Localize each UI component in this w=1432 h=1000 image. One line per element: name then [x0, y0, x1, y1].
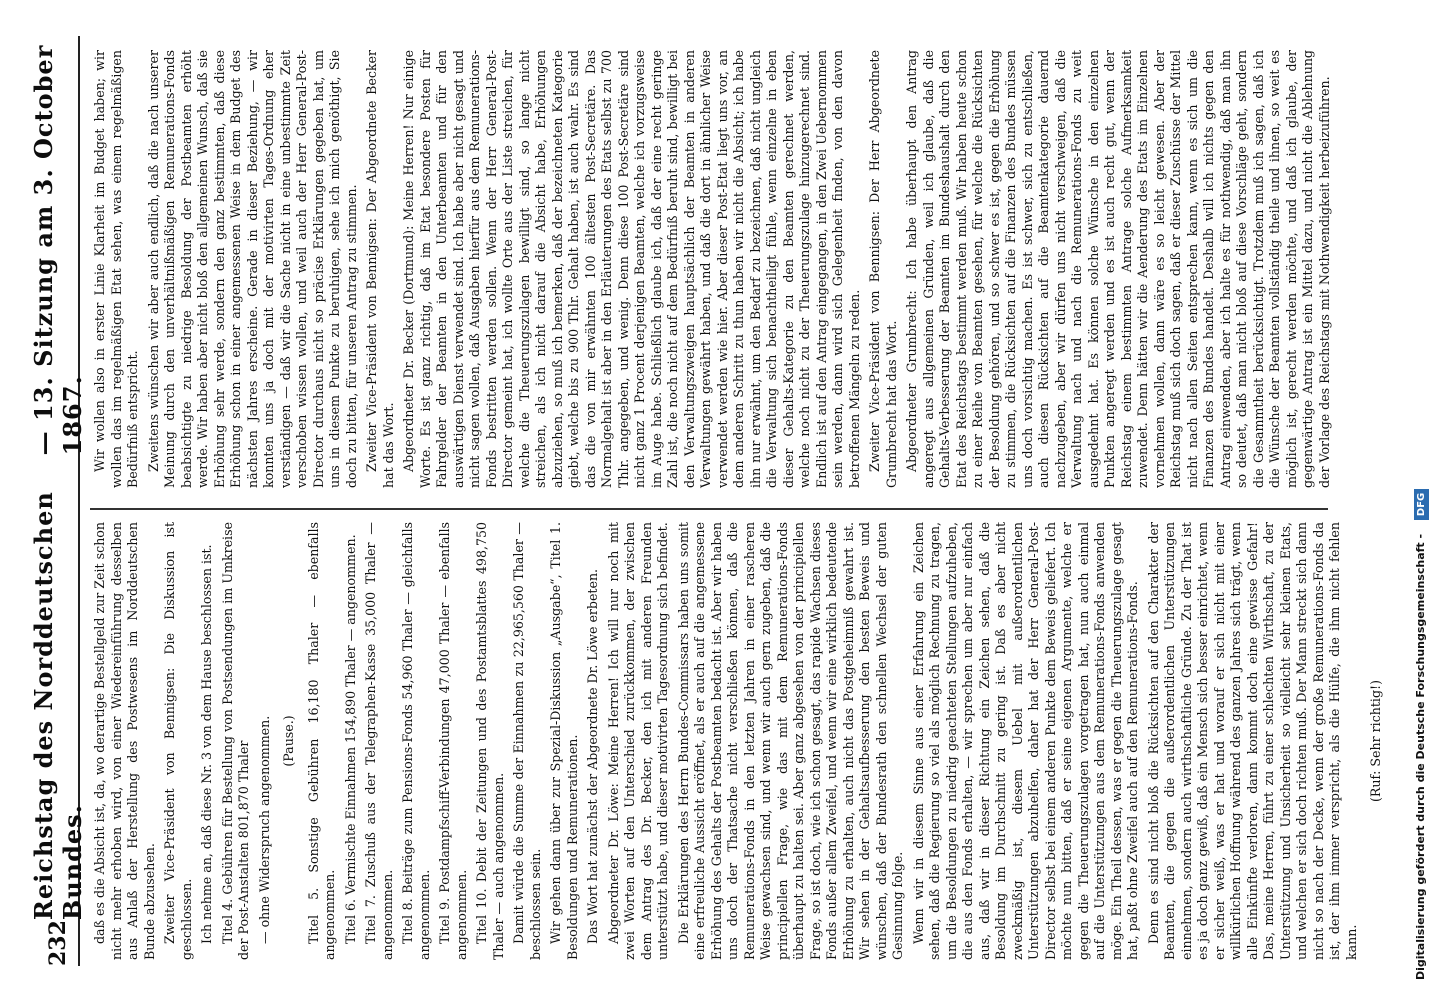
paragraph: Abgeordneter Grumbrecht: Ich habe überhaupt den Antrag angeregt aus allgemeinen Gründen, weil ich glaube, daß die Gehalts-Verbesserung der Beamten im Bundeshaushalt durch den Etat des Reichstags bestimmt werden muß. Wir haben heute schon zu einer Reihe von Beamten gesehen, für welche die Rücksichten der Besoldung gehören, und so schwer es ist, gegen die Erhöhung zu stimmen, die Rücksichten auf die Finanzen des Bundes müssen uns doch vorsichtig machen. Es ist schwer, sich zu entschließen, auch diesen Rücksichten auf die Beamtenkategorie dauernd nachzugeben, aber wir dürfen uns nicht verschweigen, daß die Verwaltung nach und nach die Remunerations-Fonds zu weit ausgedehnt hat. Es können solche Wünsche in den einzelnen Punkten angeregt werden und es ist auch recht gut, wenn der Reichstag einem bestimmten Antrage solche Aufmerksamkeit zuwendet. Denn hätten wir die Aenderung des Etats im Einzelnen vornehmen wollen, dann wäre es so leicht gewesen. Aber der Reichstag muß sich doch sagen, daß er dieser Zuschüsse der Mittel nicht nach allen Seiten entsprechen kann, wenn es sich um die Finanzen des Bundes handelt. Deshalb will ich nichts gegen den Antrag einwenden, aber ich halte es für nothwendig, daß man ihn so deutet, daß man nicht bloß auf diese Vorschläge geht, sondern die Gesammtheit berücksichtigt. Trotzdem muß ich sagen, daß ich die Wünsche der Beamten vollständig theile und ihnen, so weit es möglich ist, gerecht werden möchte, und daß ich glaube, der gegenwärtige Antrag ist ein Mittel dazu, und nicht die Ablehnung der Vorlage des Reichstags mit Nothwendigkeit herbeizuführen. [904, 50, 1332, 488]
paragraph: Zweiter Vice-Präsident von Bennigsen: Der Herr Abgeordnete Grumbrecht hat das Wort. [867, 50, 899, 488]
paragraph: (Ruf: Sehr richtig!) [1368, 680, 1383, 802]
paragraph: Ich nehme an, daß diese Nr. 3 von dem Hause beschlossen ist. [199, 544, 214, 944]
paragraph: Wir gehen dann über zur Spezial-Diskussion „Ausgabe“, Titel 1. Besoldungen und Remunerationen. [548, 522, 580, 960]
paragraph: Die Erklärungen des Herrn Bundes-Commissars haben uns somit eine erfreuliche Aussicht eröffnet, als er auch auf die angemessene Erhöhung des Gehalts der Postbeamten bedacht ist. Aber wir haben uns doch der Thatsache nicht verschließen können, daß die Remunerations-Fonds in den letzten Jahren in einer rascheren Weise gewachsen sind, und wenn wir auch gern zugeben, daß die principiellen Frage, wie das mit dem Remunerations-Fonds überhaupt zu halten sei. Aber ganz abgesehen von der principiellen Frage, so ist doch, wie ich schon gesagt, das rapide Wachsen dieses Fonds außer allem Zweifel, und wenn wir eine wirklich bedeutende Erhöhung zu erhalten, auch nicht das Postgeheimniß gewahrt ist. Wir sehen in der Gehaltsaufbesserung den besten Beweis und wünschen, daß der Bundesrath den schnellen Wechsel der guten Gesinnung folge. [675, 522, 905, 960]
page-header [29, 36, 87, 966]
paragraph: Titel 7. Zuschuß aus der Telegraphen-Kasse 35,000 Thaler — angenommen. [363, 522, 395, 960]
paragraph: Wir wollen also in erster Linie Klarheit im Budget haben; wir wollen das im regelmäßigen Etat sehen, was einem regelmäßigen Bedürfniß entspricht. [92, 50, 140, 488]
dfg-credit-line [1414, 0, 1429, 980]
paragraph: Wenn wir in diesem Sinne aus einer Erfahrung ein Zeichen sehen, daß die Regierung so viel als möglich Rechnung zu tragen, um die Besoldungen zu niedrig geachteten Stellungen aufzuheben, die aus den Fonds erhalten, — wir sprechen um aber nur einfach aus, daß wir in dieser Richtung ein Zeichen sehen, daß die Besoldung im Durchschnitt zu gering ist. Daß es aber nicht zweckmäßig ist, diesem Uebel mit außerordentlichen Unterstützungen abzuhelfen, daher hat der Herr General-Post-Director selbst bei einem anderen Punkte dem Beweis geliefert. Ich möchte nun bitten, daß er seine eigenen Argumente, welche er gegen die Theuerungszulagen vorgetragen hat, nun auch einmal auf die Unterstützungen aus dem Remunerations-Fonds anwenden möge. Ein Theil dessen, was er gegen die Theuerungszulage gesagt hat, paßt ohne Zweifel auch auf den Remunerations-Fonds. [910, 522, 1140, 960]
paragraph: daß es die Absicht ist, da, wo derartige Bestellgeld zur Zeit schon nicht mehr erhoben wird, von einer Wiedereinführung desselben aus Anlaß der Herstellung des Postwesens im Norddeutschen Bunde abzusehen. [92, 522, 157, 960]
paragraph: (Pause.) [281, 715, 296, 767]
dfg-credit-sidebar [1392, 0, 1432, 1000]
paragraph: Titel 8. Beiträge zum Pensions-Fonds 54,960 Thaler — gleichfalls angenommen. [400, 522, 432, 960]
paragraph: Das Wort hat zunächst der Abgeordnete Dr. Löwe erbeten. [585, 568, 600, 944]
paragraph: — ohne Widerspruch angenommen. [256, 715, 272, 944]
paragraph: Titel 4. Gebühren für Bestellung von Postsendungen im Umkreise der Post-Anstalten 801,870 Thaler [219, 522, 251, 960]
dfg-credit-text: Digitalisierung gefördert durch die Deutsche Forschungsgemeinschaft - [1414, 533, 1427, 980]
paragraph: Titel 6. Vermischte Einnahmen 154,890 Thaler — angenommen. [342, 534, 358, 944]
paragraph: Denn es sind nicht bloß die Rücksichten auf den Charakter der Beamten, die gegen die außerordentlichen Unterstützungen einnehmen, sondern auch wirthschaftliche Gründe. Zu der That ist es ja doch ganz gewiß, daß ein Mensch sich besser einrichtet, wenn er sicher weiß, was er hat und worauf er sich nicht mit einer willkürlichen Hoffnung während des ganzen Jahres sich trägt, wenn alle Einkünfte verloren, dann kommt doch eine gewisse Gefahr! Das, meine Herren, führt zu einer schlechten Wirthschaft, zu der Unterstützung und Unsicherheit so vielleicht sehr kleinen Etats, und welchen er sich doch richten muß. Der Mann streckt sich dann nicht so nach der Decke, wenn der große Remunerations-Fonds da ist, der ihm immer verspricht, als die Hülfe, die ihm nicht fehlen kann. [1145, 522, 1359, 960]
column-divider [90, 508, 1328, 510]
text-column-left [92, 522, 1393, 960]
paragraph: Zweiter Vice-Präsident von Bennigsen: Die Diskussion ist geschlossen. [162, 522, 194, 960]
paragraph: Abgeordneter Dr. Becker (Dortmund): Meine Herren! Nur einige Worte. Es ist ganz richtig, daß im Etat besondere Posten für Fahrgelder der Beamten in den Unterbeamten und für den auswärtigen Dienst verwendet sind. Ich habe aber nicht gesagt und nicht sagen wollen, daß Ausgaben hierfür aus dem Remunerations-Fonds bestritten werden sollen. Wenn der Herr General-Post-Director gemeint hat, ich wollte Orte aus der Liste streichen, für welche die Theuerungszulagen bewilligt sind, so lange nicht streichen, als ich nicht darauf die Absicht habe, Erhöhungen abzuziehen, so muß ich bemerken, daß der bezeichneten Kategorie giebt, welche bis zu 900 Thlr. Gehalt haben, ist auch wahr. Es sind das die von mir erwähnten 100 ältesten Post-Secretäre. Das Normalgehalt ist aber in den Erläuterungen des Etats selbst zu 700 Thlr. angegeben, und wenig. Denn diese 100 Post-Secretäre sind nicht ganz 1 Procent derjenigen Beamten, welche ich vorzugsweise im Auge habe. Schließlich glaube ich, daß der eine recht geringe Zahl ist, die noch nicht auf dem Bedürfniß beruht sind, bewilligt bei den Verwaltungszweigen hauptsächlich der Beamten in anderen Verwaltungen gewährt haben, und daß die dort in ähnlicher Weise verwendet werden wie hier. Aber dieser Post-Etat liegt uns vor, an dem anderen Schritt zu thun haben wir nicht die Absicht; ich habe ihn nur erwähnt, um den Bedarf zu bezeichnen, daß nicht ungleich die Verwaltung sich benachtheiligt fühle, wenn einzelne in eben dieser Gehalts-Kategorie zu den Beamten gerechnet werden, welche noch nicht zu der Theuerungszulage hinzugerechnet sind. Endlich ist auf den Antrag eingegangen, in den Zwei Uebernommen sein werden, dann wird sich Gelegenheit finden, von den davon betroffenen Mängeln zu reden. [401, 50, 862, 488]
paragraph: Zweitens wünschen wir aber auch endlich, daß die nach unserer Meinung durch den unverhältnißmäßigen Remunerations-Fonds beabsichtigte zu niedrige Besoldung der Postbeamten erhöht werde. Wir haben aber nicht bloß den allgemeinen Wunsch, daß sie Erhöhung sehr werde, sondern den ganz bestimmten, daß diese Erhöhung schon in einer angemessenen Weise in dem Budget des nächsten Jahres erscheine. Gerade in dieser Beziehung, — wir konnten uns ja doch mit der motivirten Tages-Ordnung eher verständigen — daß wir die Sache nicht in eine unbestimmte Zeit verschoben wissen wollen, und weil auch der Herr General-Post-Director durchaus nicht so präcise Erklärungen gegeben hat, um uns in diesem Punkte zu beruhigen, sehe ich mich genöthigt, Sie doch zu bitten, für unseren Antrag zu stimmen. [145, 50, 359, 488]
paragraph: Zweiter Vice-Präsident von Bennigsen: Der Abgeordnete Becker hat das Wort. [364, 50, 396, 488]
text-column-right [92, 50, 1337, 488]
running-title-left: Reichstag des Norddeutschen Bundes. [29, 491, 87, 921]
paragraph: Titel 10. Debit der Zeitungen und des Postamtsblattes 498,750 Thaler — auch angenommen. [474, 522, 506, 960]
paragraph: Titel 5. Sonstige Gebühren 16,180 Thaler — ebenfalls angenommen. [305, 522, 337, 960]
paragraph: Titel 9. Postdampfschiff-Verbindungen 47,000 Thaler — ebenfalls angenommen. [437, 522, 469, 960]
paragraph: Damit würde die Summe der Einnahmen zu 22,965,560 Thaler — beschlossen sein. [511, 522, 543, 960]
page-number: 232 [45, 920, 71, 966]
running-title-right: — 13. Sitzung am 3. October 1867. [29, 44, 87, 456]
paragraph: Abgeordneter Dr. Löwe: Meine Herren! Ich will nur noch mit zwei Worten auf den Unterschied zurückkommen, der zwischen dem Antrag des Dr. Becker, den ich mit anderen Freunden unterstützt habe, und dieser motivirten Tagesordnung sich befindet. [605, 522, 670, 960]
dfg-logo: DFG [1414, 489, 1429, 520]
